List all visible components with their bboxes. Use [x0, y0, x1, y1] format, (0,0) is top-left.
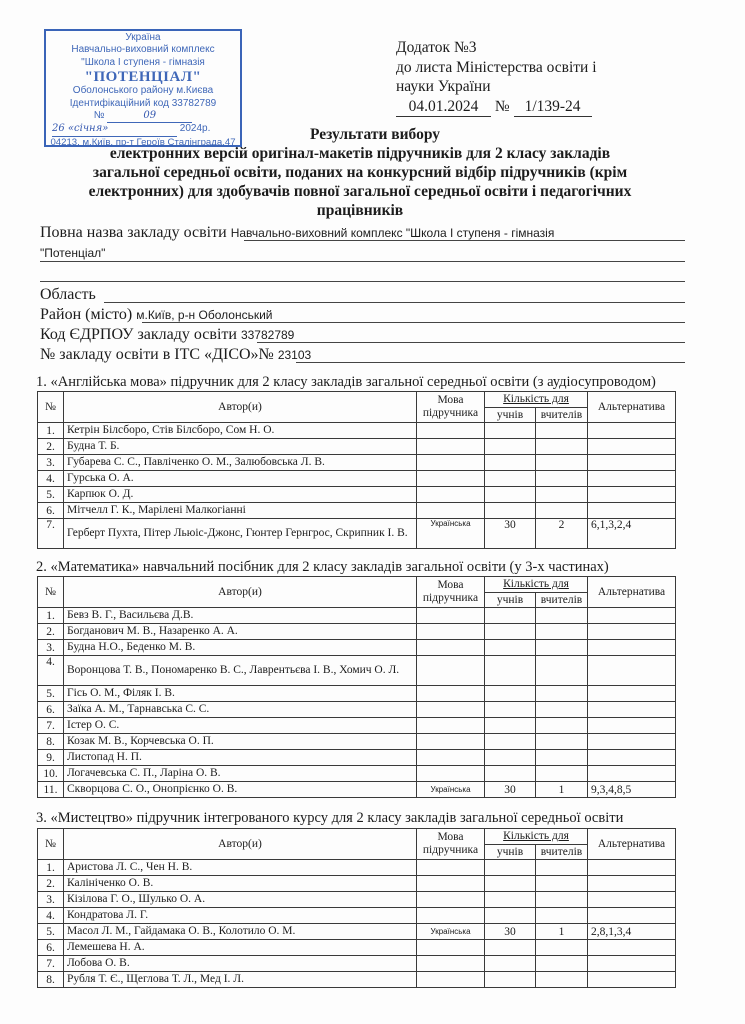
title-line: Результати вибору — [309, 126, 441, 143]
region-label: Область — [40, 286, 96, 303]
row-language — [417, 455, 485, 471]
header-language-line1: Мова — [437, 831, 464, 843]
table-row — [38, 718, 676, 734]
row-authors: Калініченко О. В. — [64, 876, 417, 892]
header-language-line2: підручника — [422, 407, 479, 419]
addendum-ref — [396, 97, 597, 118]
row-teachers-count — [536, 608, 588, 624]
table-row — [38, 956, 676, 972]
row-language — [417, 766, 485, 782]
row-number: 8. — [38, 972, 64, 988]
addendum-date: 04.01.2024 — [396, 97, 491, 118]
table-row — [38, 503, 676, 519]
row-alternative — [588, 608, 676, 624]
header-language-line2: підручника — [422, 592, 479, 604]
table-row — [38, 487, 676, 503]
row-alternative: 6,1,3,2,4 — [588, 519, 676, 549]
row-students-count — [485, 892, 536, 908]
row-students-count — [485, 487, 536, 503]
row-language — [417, 608, 485, 624]
row-authors: Листопад Н. П. — [64, 750, 417, 766]
row-number: 2. — [38, 876, 64, 892]
row-authors: Карпюк О. Д. — [64, 487, 417, 503]
row-number: 7. — [38, 718, 64, 734]
addendum-number: 1/139-24 — [514, 97, 592, 118]
row-authors: Скворцова С. О., Онопрієнко О. В. — [64, 782, 417, 798]
field-underline — [40, 261, 685, 262]
addendum-no-label: № — [494, 97, 510, 115]
addendum-line: до листа Міністерства освіти і — [396, 58, 597, 76]
table-english — [37, 391, 676, 549]
row-students-count — [485, 608, 536, 624]
row-number: 4. — [38, 908, 64, 924]
row-teachers-count — [536, 439, 588, 455]
row-alternative — [588, 640, 676, 656]
row-number: 6. — [38, 702, 64, 718]
header-students: учнів — [485, 845, 536, 860]
row-teachers-count: 1 — [536, 924, 588, 940]
row-alternative — [588, 718, 676, 734]
header-num: № — [38, 577, 64, 608]
row-number: 7. — [38, 956, 64, 972]
row-alternative — [588, 956, 676, 972]
row-teachers-count — [536, 487, 588, 503]
row-language — [417, 718, 485, 734]
title-line: електронних) для здобувачів повної загальної середньої освіти і педагогічних — [88, 183, 632, 200]
district-value: м.Київ, р-н Оболонський — [136, 308, 273, 322]
row-number: 8. — [38, 734, 64, 750]
stamp-date-handwritten: 26 «січня» — [52, 123, 177, 136]
row-alternative — [588, 455, 676, 471]
row-number: 10. — [38, 766, 64, 782]
row-teachers-count — [536, 686, 588, 702]
row-authors: Кізілова Г. О., Шулько О. А. — [64, 892, 417, 908]
addendum-line: науки України — [396, 78, 491, 95]
row-alternative: 9,3,4,8,5 — [588, 782, 676, 798]
title-line: електронних версій оригінал-макетів підручників для 2 класу закладів — [109, 145, 611, 162]
row-students-count — [485, 908, 536, 924]
row-students-count — [485, 624, 536, 640]
table-row — [38, 455, 676, 471]
row-teachers-count — [536, 766, 588, 782]
header-authors: Автор(и) — [64, 392, 417, 423]
table-row — [38, 471, 676, 487]
table-row — [38, 940, 676, 956]
district-label: Район (місто) — [40, 306, 133, 323]
row-language — [417, 972, 485, 988]
row-teachers-count — [536, 972, 588, 988]
row-teachers-count — [536, 455, 588, 471]
field-underline — [142, 322, 685, 323]
table-row — [38, 423, 676, 439]
row-language — [417, 750, 485, 766]
row-authors: Богданович М. В., Назаренко А. А. — [64, 624, 417, 640]
row-teachers-count — [536, 940, 588, 956]
row-students-count — [485, 455, 536, 471]
row-language — [417, 640, 485, 656]
header-alternative: Альтернатива — [588, 829, 676, 860]
table-row — [38, 734, 676, 750]
row-teachers-count — [536, 624, 588, 640]
row-students-count — [485, 686, 536, 702]
document-title — [40, 125, 680, 220]
row-language — [417, 624, 485, 640]
row-alternative — [588, 423, 676, 439]
full-name-value: Навчально-виховний комплекс "Школа І ступеня - гімназія — [230, 226, 555, 240]
row-alternative — [588, 734, 676, 750]
row-language — [417, 686, 485, 702]
row-language — [417, 876, 485, 892]
row-language — [417, 940, 485, 956]
row-teachers-count — [536, 892, 588, 908]
row-students-count — [485, 423, 536, 439]
row-teachers-count: 2 — [536, 519, 588, 549]
row-language: Українська — [417, 519, 485, 549]
table-row — [38, 750, 676, 766]
table-row — [38, 892, 676, 908]
row-language: Українська — [417, 924, 485, 940]
table-row — [38, 519, 676, 549]
field-underline — [296, 362, 685, 363]
row-students-count — [485, 718, 536, 734]
row-number: 6. — [38, 940, 64, 956]
stamp-line: Оболонського району м.Києва — [72, 85, 214, 97]
row-students-count — [485, 766, 536, 782]
row-students-count — [485, 876, 536, 892]
header-num: № — [38, 392, 64, 423]
row-authors: Заїка А. М., Тарнавська С. С. — [64, 702, 417, 718]
row-authors: Масол Л. М., Гайдамака О. В., Колотило О. М. — [64, 924, 417, 940]
header-count: Кількість для — [485, 392, 588, 408]
row-number: 1. — [38, 423, 64, 439]
header-language — [417, 577, 485, 608]
table-row — [38, 908, 676, 924]
header-teachers: вчителів — [536, 593, 588, 608]
row-teachers-count — [536, 908, 588, 924]
row-alternative — [588, 686, 676, 702]
row-alternative — [588, 972, 676, 988]
stamp-number-label: № — [93, 110, 105, 122]
row-alternative — [588, 860, 676, 876]
row-number: 7. — [38, 519, 64, 549]
header-authors: Автор(и) — [64, 577, 417, 608]
row-language — [417, 860, 485, 876]
row-teachers-count — [536, 702, 588, 718]
table-row — [38, 702, 676, 718]
row-number: 5. — [38, 686, 64, 702]
field-underline — [257, 342, 685, 343]
field-underline — [104, 302, 685, 303]
row-number: 1. — [38, 860, 64, 876]
row-language — [417, 734, 485, 750]
row-authors: Козак М. В., Корчевська О. П. — [64, 734, 417, 750]
header-language — [417, 392, 485, 423]
diso-value: 23103 — [277, 348, 312, 362]
row-students-count: 30 — [485, 782, 536, 798]
row-language — [417, 487, 485, 503]
row-teachers-count — [536, 718, 588, 734]
row-language — [417, 956, 485, 972]
row-number: 1. — [38, 608, 64, 624]
row-students-count — [485, 439, 536, 455]
row-students-count — [485, 656, 536, 686]
row-students-count: 30 — [485, 924, 536, 940]
table-row — [38, 608, 676, 624]
row-number: 3. — [38, 455, 64, 471]
row-language — [417, 423, 485, 439]
row-students-count — [485, 940, 536, 956]
table-row — [38, 656, 676, 686]
table-row — [38, 924, 676, 940]
header-language-line2: підручника — [422, 844, 479, 856]
row-language — [417, 908, 485, 924]
row-number: 11. — [38, 782, 64, 798]
row-authors: Герберт Пухта, Пітер Льюіс-Джонс, Гюнтер Гернгрос, Скрипник І. В. — [64, 519, 417, 549]
stamp-number-value: 09 — [107, 110, 192, 123]
row-teachers-count — [536, 656, 588, 686]
row-teachers-count — [536, 471, 588, 487]
addendum-title: Додаток №3 — [396, 39, 477, 56]
table-row — [38, 439, 676, 455]
stamp-country: Україна — [125, 32, 161, 43]
full-name-value-cont: "Потенціал" — [40, 246, 106, 260]
stamp-line: Ідентифікаційний код 33782789 — [69, 97, 217, 109]
row-authors: Кондратова Л. Г. — [64, 908, 417, 924]
edrpou-label: Код ЄДРПОУ закладу освіти — [40, 326, 237, 343]
table-row — [38, 686, 676, 702]
row-alternative — [588, 471, 676, 487]
stamp-school-name: "ПОТЕНЦІАЛ" — [84, 69, 202, 86]
title-line: працівників — [316, 202, 404, 219]
row-alternative — [588, 503, 676, 519]
row-alternative — [588, 892, 676, 908]
header-language-line1: Мова — [437, 394, 464, 406]
title-line: загальної середньої освіти, поданих на конкурсний відбір підручників (крім — [92, 164, 628, 181]
table-row — [38, 876, 676, 892]
row-language — [417, 471, 485, 487]
header-language-line1: Мова — [437, 579, 464, 591]
row-alternative — [588, 624, 676, 640]
table-row — [38, 624, 676, 640]
row-students-count — [485, 860, 536, 876]
row-teachers-count — [536, 750, 588, 766]
header-students: учнів — [485, 593, 536, 608]
row-alternative — [588, 940, 676, 956]
row-authors: Гурська О. А. — [64, 471, 417, 487]
row-students-count — [485, 734, 536, 750]
full-name-label: Повна назва закладу освіти — [40, 224, 227, 241]
row-students-count — [485, 702, 536, 718]
row-number: 5. — [38, 924, 64, 940]
header-count: Кількість для — [485, 577, 588, 593]
row-teachers-count — [536, 956, 588, 972]
row-authors: Бевз В. Г., Васильєва Д.В. — [64, 608, 417, 624]
stamp-number-row — [46, 110, 240, 123]
row-authors: Будна Н.О., Беденко М. В. — [64, 640, 417, 656]
row-students-count — [485, 640, 536, 656]
edrpou-value: 33782789 — [240, 328, 295, 342]
row-alternative — [588, 439, 676, 455]
header-alternative: Альтернатива — [588, 392, 676, 423]
header-teachers: вчителів — [536, 845, 588, 860]
row-teachers-count — [536, 876, 588, 892]
table-row — [38, 972, 676, 988]
stamp-year: 2024р. — [179, 123, 211, 135]
row-number: 3. — [38, 640, 64, 656]
row-authors: Губарева С. С., Павліченко О. М., Залюбовська Л. В. — [64, 455, 417, 471]
row-students-count — [485, 956, 536, 972]
row-authors: Істер О. С. — [64, 718, 417, 734]
row-teachers-count — [536, 860, 588, 876]
row-number: 4. — [38, 471, 64, 487]
row-number: 2. — [38, 439, 64, 455]
row-alternative — [588, 750, 676, 766]
field-underline — [40, 281, 685, 282]
row-authors: Гісь О. М., Філяк І. В. — [64, 686, 417, 702]
row-number: 6. — [38, 503, 64, 519]
header-num: № — [38, 829, 64, 860]
header-students: учнів — [485, 408, 536, 423]
header-teachers: вчителів — [536, 408, 588, 423]
row-authors: Аристова Л. С., Чен Н. В. — [64, 860, 417, 876]
row-authors: Мітчелл Г. К., Марілені Малкогіанні — [64, 503, 417, 519]
row-teachers-count — [536, 734, 588, 750]
row-alternative — [588, 908, 676, 924]
table-art — [37, 828, 676, 988]
section-title-english: 1. «Англійська мова» підручник для 2 класу закладів загальної середньої освіти (з аудіосупроводом) — [36, 374, 656, 390]
table-row — [38, 860, 676, 876]
row-number: 2. — [38, 624, 64, 640]
header-language — [417, 829, 485, 860]
row-teachers-count — [536, 640, 588, 656]
row-authors: Кетрін Білсборо, Стів Білсборо, Сом Н. О. — [64, 423, 417, 439]
row-students-count — [485, 471, 536, 487]
full-name-field-cont — [40, 244, 685, 262]
diso-label: № закладу освіти в ІТС «ДІСО»№ — [40, 346, 274, 363]
row-number: 5. — [38, 487, 64, 503]
row-number: 4. — [38, 656, 64, 686]
table-row — [38, 782, 676, 798]
row-alternative — [588, 487, 676, 503]
row-teachers-count — [536, 503, 588, 519]
header-authors: Автор(и) — [64, 829, 417, 860]
row-authors: Лемешева Н. А. — [64, 940, 417, 956]
stamp-line: Навчально-виховний комплекс — [71, 44, 215, 56]
row-authors: Рубля Т. Є., Щеглова Т. Л., Мед І. Л. — [64, 972, 417, 988]
row-alternative — [588, 656, 676, 686]
row-language: Українська — [417, 782, 485, 798]
row-authors: Лобова О. В. — [64, 956, 417, 972]
row-language — [417, 656, 485, 686]
addendum-block — [396, 38, 597, 117]
row-authors: Логачевська С. П., Ларіна О. В. — [64, 766, 417, 782]
row-alternative: 2,8,1,3,4 — [588, 924, 676, 940]
field-underline — [244, 240, 685, 241]
row-alternative — [588, 766, 676, 782]
stamp-line: "Школа І ступеня - гімназія — [81, 56, 205, 68]
table-math — [37, 576, 676, 798]
row-students-count — [485, 503, 536, 519]
row-alternative — [588, 702, 676, 718]
row-number: 9. — [38, 750, 64, 766]
row-number: 3. — [38, 892, 64, 908]
header-alternative: Альтернатива — [588, 577, 676, 608]
stamp-address: 04213, м.Київ, пр-т Героїв Сталінграда,47 — [50, 136, 236, 148]
section-title-math: 2. «Математика» навчальний посібник для 2 класу закладів загальної освіти (у 3-х частинах) — [36, 559, 609, 575]
row-students-count — [485, 750, 536, 766]
row-language — [417, 892, 485, 908]
section-title-art: 3. «Мистецтво» підручник інтегрованого курсу для 2 класу закладів загальної середньої освіти — [36, 810, 624, 826]
header-count: Кількість для — [485, 829, 588, 845]
row-language — [417, 503, 485, 519]
row-authors: Будна Т. Б. — [64, 439, 417, 455]
row-students-count: 30 — [485, 519, 536, 549]
row-alternative — [588, 876, 676, 892]
table-row — [38, 766, 676, 782]
row-teachers-count — [536, 423, 588, 439]
row-teachers-count: 1 — [536, 782, 588, 798]
row-students-count — [485, 972, 536, 988]
row-authors: Воронцова Т. В., Пономаренко В. С., Лаврентьєва І. В., Хомич О. Л. — [64, 656, 417, 686]
table-row — [38, 640, 676, 656]
row-language — [417, 702, 485, 718]
row-language — [417, 439, 485, 455]
